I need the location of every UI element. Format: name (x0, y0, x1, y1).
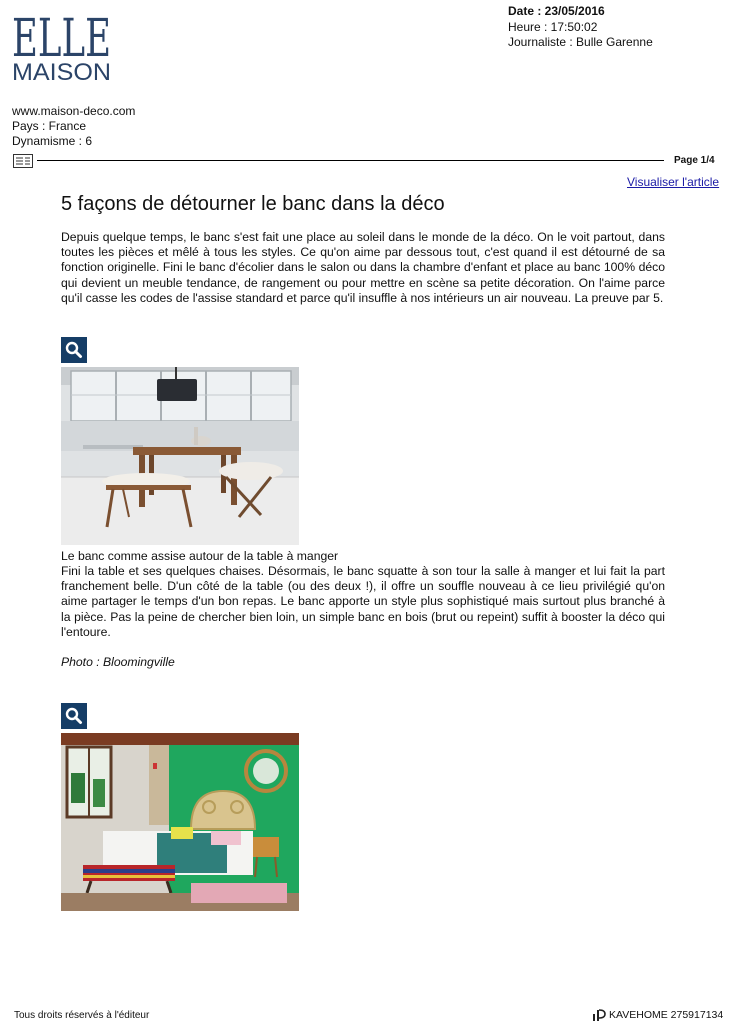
header-divider (37, 160, 664, 161)
article-intro: Depuis quelque temps, le banc s'est fait une place au soleil dans le monde de la déco. On le voit partout, dans toutes les pièces et mêlé à tous les styles. Ce qu'on aime par dessous tout, c'est quand il est détourné de sa fonction originelle. Fini le banc d'écolier dans le salon ou dans la chambre d'enfant et place au banc 100% déco qui devient un meuble tendance, de rangement ou pour mettre en scène sa petite décoration. On l'aime parce qu'il casse les codes de l'assise standard et parce qu'il insuffle à nos intérieurs un air nouveau. La preuve par 5. (61, 230, 665, 305)
zoom-button[interactable] (61, 337, 87, 363)
elle-logo (12, 14, 112, 58)
maison-logo (12, 60, 112, 82)
section1-body: Fini la table et ses quelques chaises. Désormais, le banc squatte à son tour la salle à manger et lui fait la part franchement belle. D'un côté de la table (ou des deux !), il offre un souffle nouveau à ce lieu privilégié qu'on aime partager le temps d'un bon repas. Le banc apporte un style plus sophistiqué mais surtout plus branché à la pièce. Pas la peine de chercher bien loin, un simple banc en bois (brut ou repeint) suffit à booster la déco qui l'entoure. (61, 564, 665, 639)
section1-caption: Le banc comme assise autour de la table à manger (61, 549, 339, 563)
source-info (12, 104, 135, 149)
page-number: Page 1/4 (674, 155, 715, 166)
bedroom-bench-photo (61, 733, 299, 911)
zoom-button[interactable] (61, 703, 87, 729)
footer-reference (593, 1009, 723, 1021)
magnifier-icon (61, 337, 87, 363)
photo-credit: Photo : Bloomingville (61, 655, 175, 669)
date-label: Date : 23/05/2016 (508, 4, 605, 18)
journalist-label: Journaliste : Bulle Garenne (508, 35, 653, 49)
source-country: Pays : France (12, 119, 87, 133)
source-dynamism: Dynamisme : 6 (12, 134, 93, 148)
footer-rights: Tous droits réservés à l'éditeur (14, 1010, 150, 1021)
dining-bench-photo (61, 367, 299, 545)
magnifier-icon (61, 703, 87, 729)
article-title: 5 façons de détourner le banc dans la déco (61, 193, 445, 215)
time-label: Heure : 17:50:02 (508, 19, 598, 34)
source-site: www.maison-deco.com (12, 104, 136, 118)
svg-text:ELLE: ELLE (12, 14, 111, 58)
article-meta (508, 4, 653, 51)
view-article-link[interactable]: Visualiser l'article (627, 175, 720, 189)
footer-reference-text: KAVEHOME 275917134 (609, 1009, 724, 1021)
kantar-logo-icon (593, 1009, 606, 1021)
svg-text:MAISON: MAISON (12, 60, 111, 82)
document-icon (13, 154, 33, 168)
